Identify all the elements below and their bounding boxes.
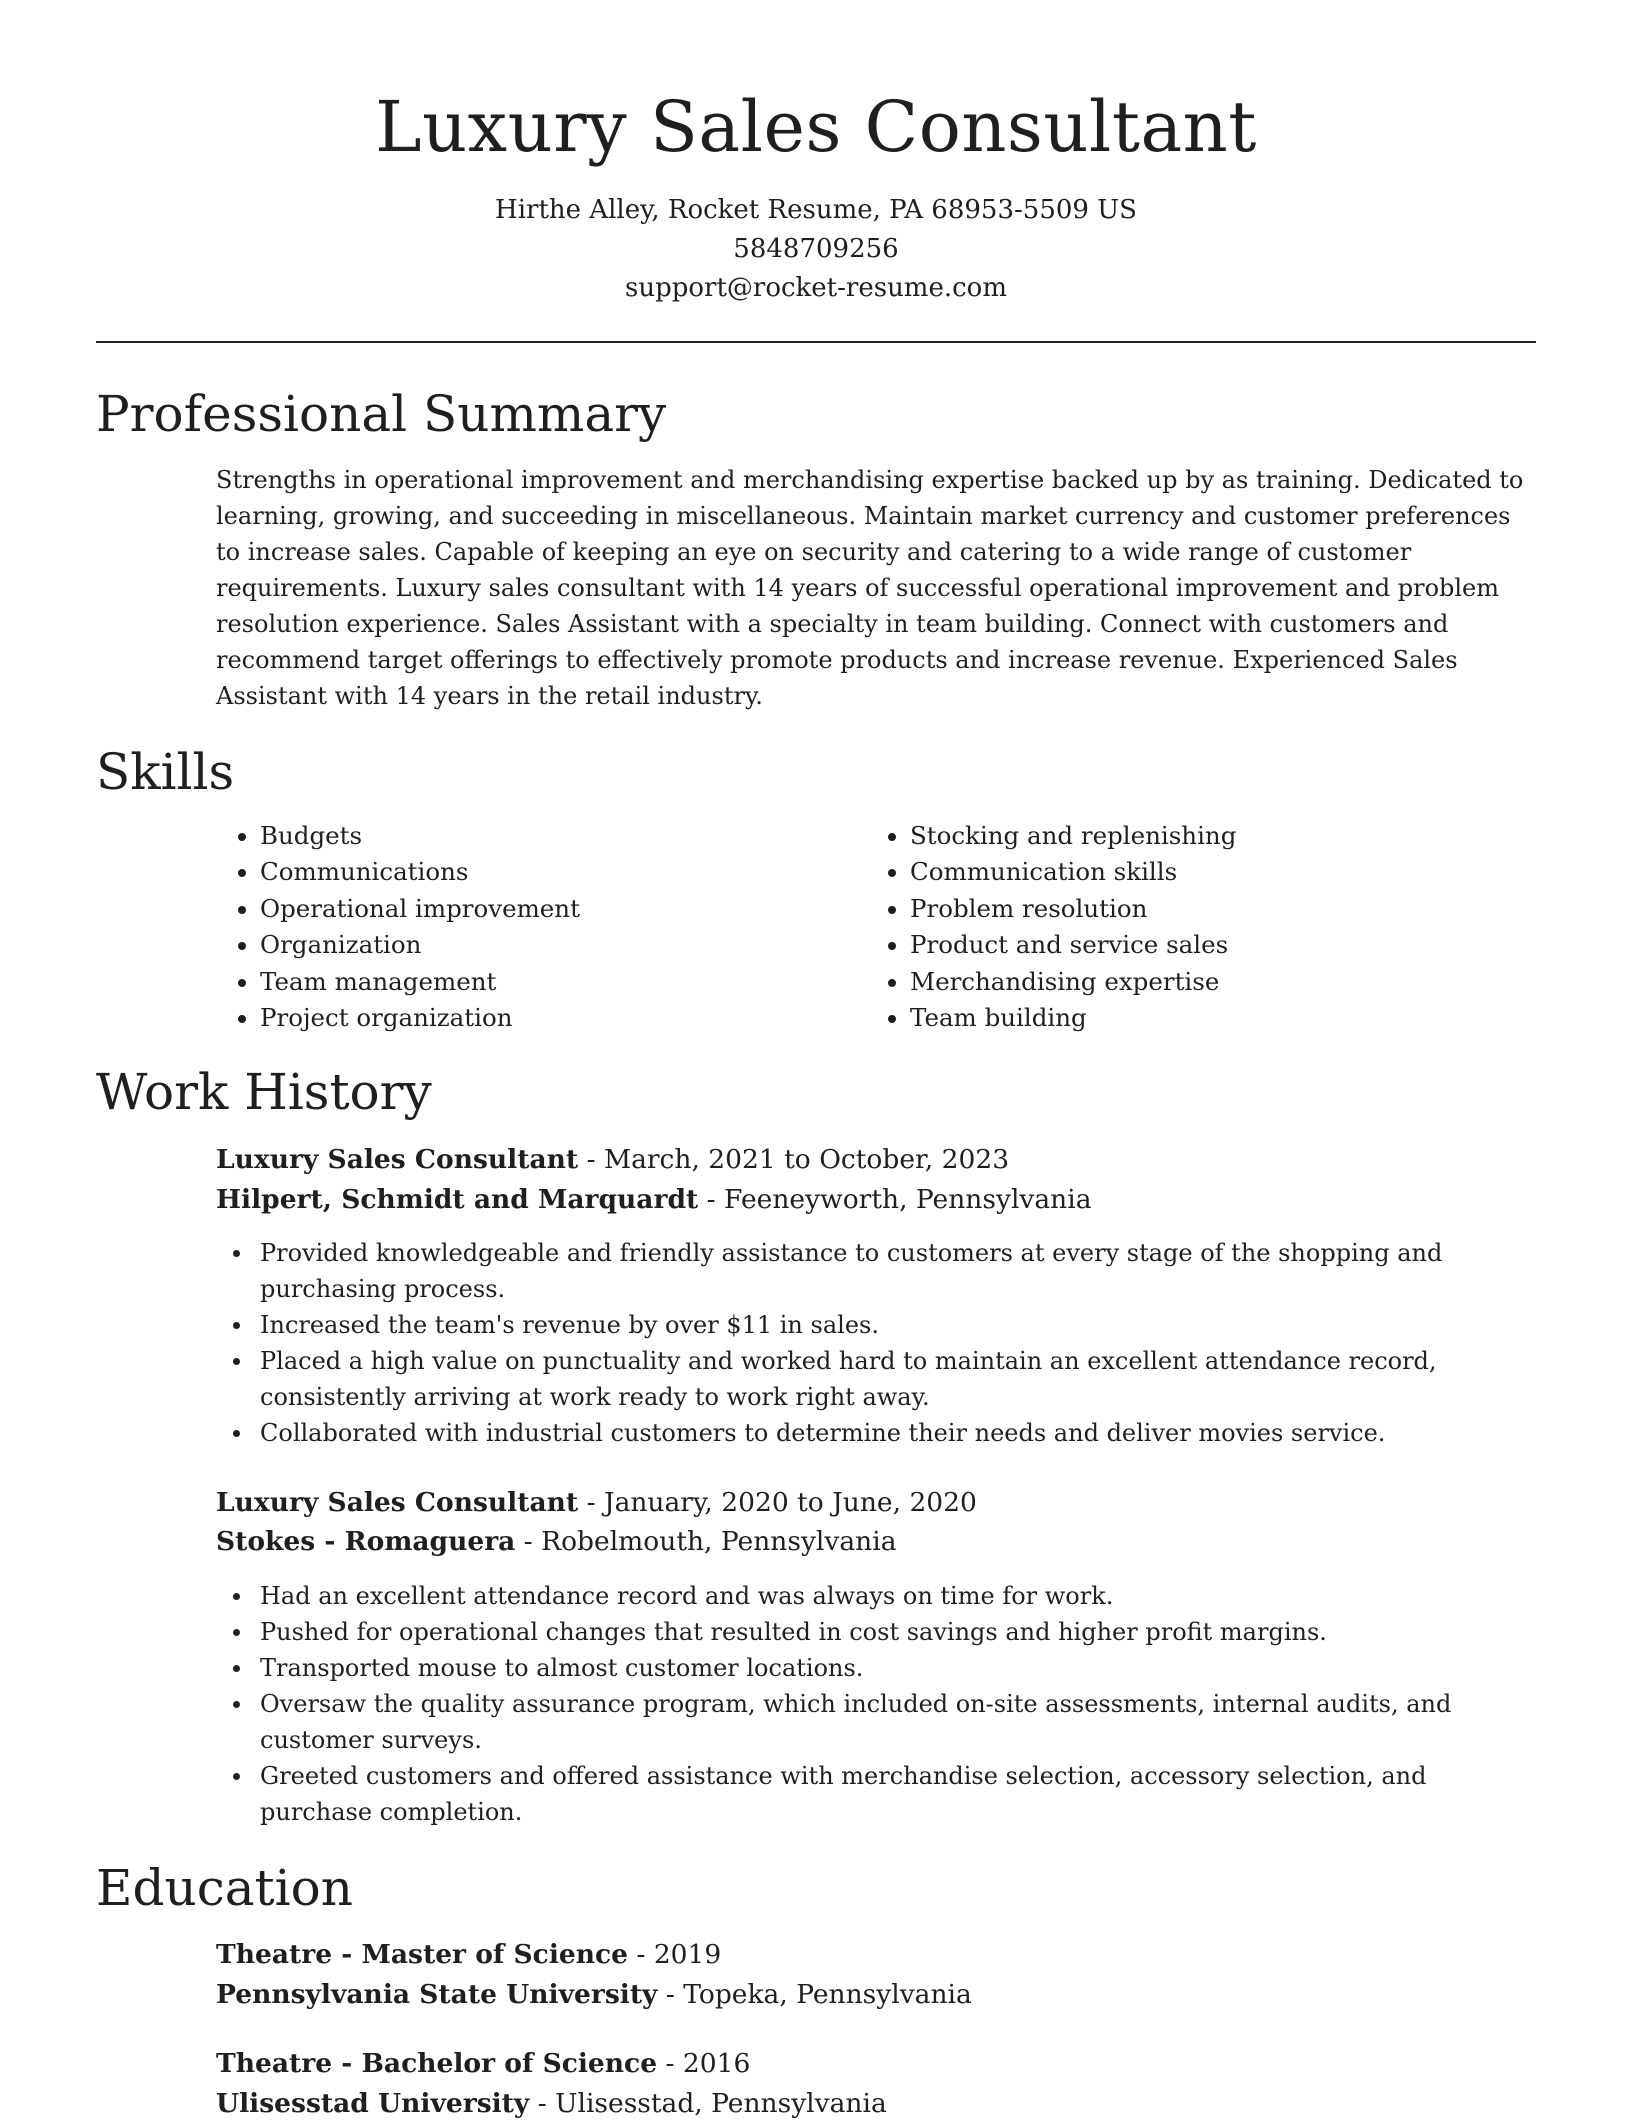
education-year: - 2019	[628, 1939, 722, 1970]
education-location: - Topeka, Pennsylvania	[657, 1979, 972, 2010]
skill-item: • Product and service sales	[910, 927, 1236, 963]
list-item: Oversaw the quality assurance program, which included on-site assessments, internal audits, and customer surveys.	[260, 1686, 1536, 1758]
education-school-line	[216, 2084, 1536, 2124]
job-company: Hilpert, Schmidt and Marquardt	[216, 1184, 699, 1215]
job-company: Stokes - Romaguera	[216, 1526, 516, 1557]
skill-item: • Team management	[260, 964, 580, 1000]
education-degree-line	[216, 1935, 1536, 1975]
education-school: Pennsylvania State University	[216, 1979, 658, 2010]
job-company-line	[216, 1522, 1536, 1562]
list-item: Had an excellent attendance record and was always on time for work.	[260, 1578, 1536, 1614]
job-role: Luxury Sales Consultant	[216, 1144, 579, 1175]
education-location: - Ulisesstad, Pennsylvania	[529, 2088, 887, 2119]
list-item: Placed a high value on punctuality and worked hard to maintain an excellent attendance record, consistently arriving at work ready to work right away.	[260, 1343, 1536, 1415]
skills-list-right	[866, 818, 1236, 1036]
job-dates: - March, 2021 to October, 2023	[578, 1144, 1010, 1175]
list-item: Pushed for operational changes that resulted in cost savings and higher profit margins.	[260, 1614, 1536, 1650]
list-item: Collaborated with industrial customers to determine their needs and deliver movies service.	[260, 1415, 1536, 1451]
job-location: - Robelmouth, Pennsylvania	[515, 1526, 897, 1557]
summary-heading: Professional Summary	[96, 385, 667, 443]
education-school-line	[216, 1975, 1536, 2015]
job-title-line	[216, 1483, 1536, 1523]
list-item: Provided knowledgeable and friendly assistance to customers at every stage of the shopping and purchasing process.	[260, 1235, 1536, 1307]
job-company-line	[216, 1180, 1536, 1220]
skill-item: • Organization	[260, 927, 580, 963]
education-year: - 2016	[657, 2048, 751, 2079]
education-degree: Theatre - Bachelor of Science	[216, 2048, 658, 2079]
skill-item: • Communication skills	[910, 854, 1236, 890]
skill-item: • Project organization	[260, 1000, 580, 1036]
skill-item: • Team building	[910, 1000, 1236, 1036]
job-bullets	[260, 1578, 1536, 1830]
skill-item: • Stocking and replenishing	[910, 818, 1236, 854]
summary-text: Strengths in operational improvement and merchandising expertise backed up by as training. Dedicated to learning, growing, and succeeding in miscellaneous. Maintain market currency and customer preferences to increase sales. Capable of keeping an eye on security and catering to a wide range of customer requirements. Luxury sales consultant with 14 years of successful operational improvement and problem resolution experience. Sales Assistant with a specialty in team building. Connect with customers and recommend target offerings to effectively promote products and increase revenue. Experienced Sales Assistant with 14 years in the retail industry.	[216, 466, 1524, 710]
education-heading: Education	[96, 1859, 353, 1917]
job-dates: - January, 2020 to June, 2020	[578, 1487, 977, 1518]
job-bullets	[260, 1235, 1536, 1451]
list-item: Greeted customers and offered assistance with merchandise selection, accessory selection, and purchase completion.	[260, 1758, 1536, 1830]
contact-email: support@rocket-resume.com	[624, 273, 1007, 303]
education-school: Ulisesstad University	[216, 2088, 530, 2119]
work-history-heading: Work History	[96, 1063, 432, 1121]
job-role: Luxury Sales Consultant	[216, 1487, 579, 1518]
list-item: Increased the team's revenue by over $11 in sales.	[260, 1307, 1536, 1343]
skill-item: • Communications	[260, 854, 580, 890]
header-divider	[96, 341, 1536, 343]
education-degree: Theatre - Master of Science	[216, 1939, 629, 1970]
list-item: Transported mouse to almost customer locations.	[260, 1650, 1536, 1686]
skills-list-left	[216, 818, 580, 1036]
job-title-line	[216, 1140, 1536, 1180]
education-degree-line	[216, 2044, 1536, 2084]
skill-item: • Merchandising expertise	[910, 964, 1236, 1000]
contact-phone: 5848709256	[733, 234, 899, 264]
skill-item: • Operational improvement	[260, 891, 580, 927]
skill-item: • Budgets	[260, 818, 580, 854]
contact-address: Hirthe Alley, Rocket Resume, PA 68953-5509 US	[495, 195, 1137, 225]
skills-heading: Skills	[96, 743, 235, 801]
skill-item: • Problem resolution	[910, 891, 1236, 927]
job-location: - Feeneyworth, Pennsylvania	[698, 1184, 1092, 1215]
resume-name: Luxury Sales Consultant	[375, 86, 1257, 168]
